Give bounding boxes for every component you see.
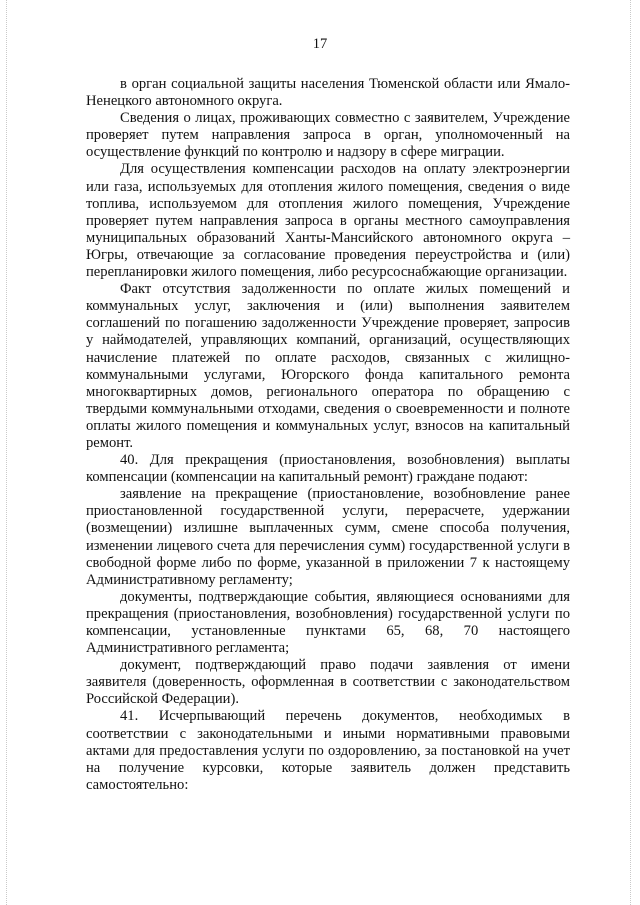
paragraph-heating-fuel: Для осуществления компенсации расходов на оплату электроэнергии или газа, используемых для отопления жилого помещения, сведения о виде топлива, используемом для отопления жилого помещения, Учреждение проверяет путем направления запроса в органы местного самоуправления муниципальных образований Ханты-Мансийского автономного округа – Югры, отвечающие за согласование проведения переустройства и (или) перепланировки жилого помещения, либо ресурсоснабжающие организации.: [86, 161, 570, 281]
scan-edge-left: [6, 0, 9, 905]
paragraph-power-of-attorney: документ, подтверждающий право подачи заявления от имени заявителя (доверенность, оформленная в соответствии с законодательством Российской Федерации).: [86, 657, 570, 708]
document-body: [86, 76, 570, 794]
paragraph-social-protection: в орган социальной защиты населения Тюменской области или Ямало-Ненецкого автономного округа.: [86, 76, 570, 110]
paragraph-supporting-documents: документы, подтверждающие события, являющиеся основаниями для прекращения (приостановления, возобновления) государственной услуги по компенсации, установленные пунктами 65, 68, 70 настоящего Административного регламента;: [86, 588, 570, 657]
paragraph-application: заявление на прекращение (приостановление, возобновление ранее приостановленной государственной услуги, перерасчете, удержании (возмещении) излишне выплаченных сумм, смене способа получения, изменении лицевого счета для перечисления сумм) государственной услуги в свободной форме либо по форме, указанной в приложении 7 к настоящему Административному регламенту;: [86, 486, 570, 588]
paragraph-cohabitants: Сведения о лицах, проживающих совместно с заявителем, Учреждение проверяет путем направления запроса в орган, уполномоченный на осуществление функций по контролю и надзору в сфере миграции.: [86, 110, 570, 161]
page-number: 17: [312, 36, 328, 52]
paragraph-item-40: 40. Для прекращения (приостановления, возобновления) выплаты компенсации (компенсации на капитальный ремонт) граждане подают:: [86, 452, 570, 486]
scan-edge-right: [630, 0, 633, 905]
paragraph-debt-check: Факт отсутствия задолженности по оплате жилых помещений и коммунальных услуг, заключения и (или) выполнения заявителем соглашений по погашению задолженности Учреждение проверяет, запросив у наймодателей, управляющих компаний, организаций, осуществляющих начисление платежей по оплате расходов, связанных с жилищно-коммунальными услугами, Югорского фонда капитального ремонта многоквартирных домов, регионального оператора по обращению с твердыми коммунальными отходами, сведения о своевременности и полноте оплаты жилого помещения и коммунальных услуг, взносов на капитальный ремонт.: [86, 281, 570, 451]
paragraph-item-41: 41. Исчерпывающий перечень документов, необходимых в соответствии с законодательными и иными нормативными правовыми актами для предоставления услуги по оздоровлению, за постановкой на учет на получение курсовки, которые заявитель должен представить самостоятельно:: [86, 708, 570, 793]
